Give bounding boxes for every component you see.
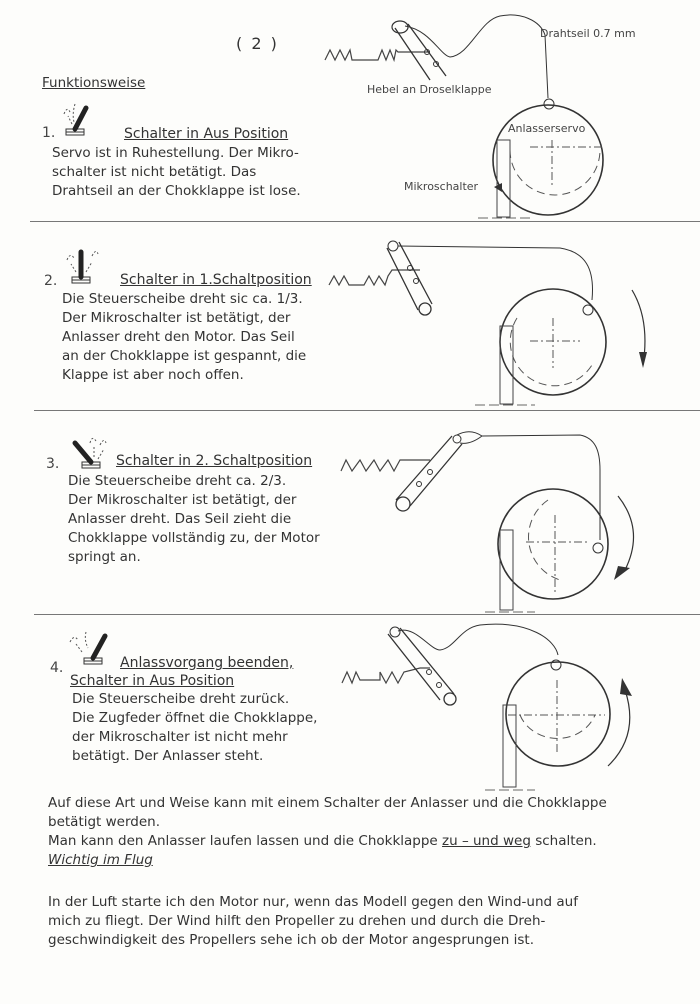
summary-line: betätigt werden. — [48, 814, 161, 830]
summary-line: Auf diese Art und Weise kann mit einem Schalter der Anlasser und die Chokklappe — [48, 795, 607, 811]
wire-label: Drahtseil 0.7 mm — [540, 27, 636, 40]
flight-line: geschwindigkeit des Propellers sehe ich ob der Motor angesprungen ist. — [48, 932, 534, 948]
body-line: der Mikroschalter ist nicht mehr — [72, 729, 288, 745]
summary-line-3 — [48, 832, 597, 851]
servo-label: Anlasserservo — [508, 122, 586, 135]
body-line: betätigt. Der Anlasser steht. — [72, 748, 264, 764]
flight-line: In der Luft starte ich den Motor nur, wenn das Modell gegen den Wind-und auf — [48, 894, 578, 910]
body-line: Die Steuerscheibe dreht zurück. — [72, 691, 290, 707]
body-line: Die Steuerscheibe dreht sic ca. 1/3. — [62, 291, 303, 307]
rotation-arrow-icon — [608, 690, 630, 766]
body-line: Chokklappe vollständig zu, der Motor — [68, 530, 320, 546]
page-heading: Funktionsweise — [42, 75, 146, 91]
section-title: Schalter in Aus Position — [124, 126, 289, 142]
flight-line: mich zu fliegt. Der Wind hilft den Propeller zu drehen und durch die Dreh- — [48, 913, 546, 929]
body-line: Klappe ist aber noch offen. — [62, 367, 244, 383]
body-line: Drahtseil an der Chokklappe ist lose. — [52, 183, 301, 199]
body-line: Die Zugfeder öffnet die Chokklappe, — [72, 710, 318, 726]
body-line: Der Mikroschalter ist betätigt, der — [68, 492, 297, 508]
summary-text: Man kann den Anlasser laufen lassen und die Chokklappe — [48, 833, 443, 849]
section-title: Schalter in 1.Schaltposition — [120, 272, 312, 288]
section-subtitle: Schalter in Aus Position — [70, 673, 235, 689]
body-line: Anlasser dreht. Das Seil zieht die — [68, 511, 292, 527]
page-number: ( 2 ) — [236, 34, 279, 53]
summary-text: schalten. — [530, 833, 597, 849]
body-line: springt an. — [68, 549, 141, 565]
section-number: 3. — [46, 456, 60, 472]
wire — [398, 624, 558, 655]
section-title: Schalter in 2. Schaltposition — [116, 453, 313, 469]
section-title: Anlassvorgang beenden, — [120, 655, 294, 671]
section-number: 1. — [42, 125, 56, 141]
body-line: an der Chokklappe ist gespannt, die — [62, 348, 307, 364]
important-note: Wichtig im Flug — [48, 852, 153, 868]
body-line: Anlasser dreht den Motor. Das Seil — [62, 329, 295, 345]
section-number: 2. — [44, 273, 58, 289]
summary-underlined: zu – und weg — [442, 833, 531, 849]
lever-label: Hebel an Droselklappe — [367, 83, 492, 96]
body-line: Der Mikroschalter ist betätigt, der — [62, 310, 291, 326]
body-line: Servo ist in Ruhestellung. Der Mikro- — [52, 145, 299, 161]
microswitch-label: Mikroschalter — [404, 180, 479, 193]
section-number: 4. — [50, 660, 64, 676]
body-line: schalter ist nicht betätigt. Das — [52, 164, 257, 180]
body-line: Die Steuerscheibe dreht ca. 2/3. — [68, 473, 287, 489]
